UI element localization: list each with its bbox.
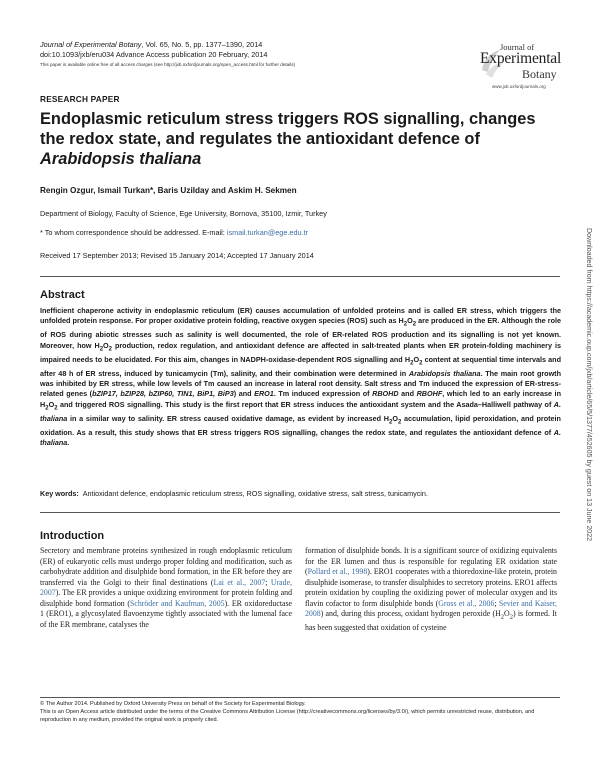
abstract-text: O: [103, 340, 109, 350]
citation-link[interactable]: Gross et al., 2006: [438, 598, 495, 608]
abstract-italic: RBOHF: [416, 389, 443, 399]
download-watermark: [584, 228, 594, 558]
body-text: formation of disulphide bonds. It is a significant source of oxidizing equivalents for the ER lumen and thus is responsible for regulating ER oxidation state (: [305, 546, 557, 577]
body-text: ;: [494, 598, 499, 608]
body-text: ). ER oxidoreductase 1 (ERO1), a glycosylated flavoenzyme tightly associated with the lumenal face of the ER membrane, catalyses the: [40, 598, 293, 629]
citation-details: , Vol. 65, No. 5, pp. 1377–1390, 2014: [141, 40, 263, 49]
correspondence-email-link[interactable]: ismail.turkan@ege.edu.tr: [226, 228, 309, 237]
body-text: ) and, during this process, oxidant hydrogen peroxide (H: [320, 609, 501, 619]
logo-botany: Botany: [522, 67, 557, 81]
abstract-italic: A. thaliana: [40, 427, 561, 448]
abstract-text: Inefficient chaperone activity in endoplasmic reticulum (ER) causes accumulation of unfolded proteins and is called ER stress, which triggers the unfolded protein response. For proper oxidative protein folding, reactive oxygen species (ROS) such as H: [40, 306, 561, 326]
abstract-text: are produced in the ER. Although the role of ROS during abiotic stresses such as salinity is well documented, the role of ER-related ROS production and its signalling is not yet known. Moreover, how H: [40, 316, 561, 350]
article-title: [40, 109, 560, 169]
abstract-text: production, redox regulation, and antioxidant defence are affected in salt-treated plants when ER protein-folding machinery is impaired needs to be elucidated. For this aim, changes in NADPH-oxidase-dependent ROS signalling and H: [40, 340, 561, 364]
subscript: 2: [388, 419, 393, 426]
body-text: ). The ER provides a unique oxidizing environment for protein folding and disulphide bond formation (: [40, 588, 292, 608]
keywords-text: Antioxidant defence, endoplasmic reticulum stress, ROS signalling, oxidative stress, salt stress, tunicamycin.: [82, 489, 428, 498]
body-text: ;: [265, 577, 271, 587]
abstract-text: O: [48, 399, 55, 409]
abstract-heading: Abstract: [40, 289, 85, 301]
abstract-text: .: [67, 438, 70, 448]
abstract-text: and: [398, 389, 417, 399]
introduction-heading: Introduction: [40, 530, 105, 542]
affiliation: Department of Biology, Faculty of Science, Ege University, Bornova, 35100, Izmir, Turkey: [40, 209, 327, 218]
keywords: [40, 489, 561, 499]
subscript: 2: [54, 405, 58, 412]
copyright-line: © The Author 2014. Published by Oxford University Press on behalf of the Society for Experimental Biology.: [40, 701, 306, 707]
logo-experimental: Experimental: [480, 50, 562, 67]
footer-divider: [40, 697, 560, 698]
abstract-text: content at sequential time intervals and after 48 h of ER stress, induced by tunicamycin (Tm), salinity, and their combination were determined in: [40, 354, 561, 378]
body-text: ) is formed. It has been suggested that oxidation of cysteine: [305, 609, 557, 633]
abstract-text: in a similar way to salinity. ER stress caused oxidative damage, as evident by increased H: [67, 413, 389, 423]
subscript: 2: [397, 419, 402, 426]
subscript: 2: [410, 360, 414, 367]
abstract-text: and triggered ROS signalling. This study is the first report that ER stress induces the antioxidant system and the Asada–Halliwell pathway of: [57, 399, 554, 409]
abstract-italic: Arabidopsis thaliana: [408, 368, 481, 378]
body-text: O: [504, 609, 510, 619]
correspondence-text: * To whom correspondence should be addressed. E-mail:: [40, 228, 227, 237]
subscript: 2: [108, 346, 112, 353]
abstract-text: . Tm induced expression of: [273, 389, 373, 399]
doi-line: doi:10.1093/jxb/eru034 Advance Access publication 20 February, 2014: [40, 50, 268, 59]
license-line: This is an Open Access article distributed under the terms of the Creative Commons Attribution License (http://creativecommons.org/licenses/by/3.0/), which permits unrestricted reuse, distribution, and reproduction in any medium, provided the original work is properly cited.: [40, 709, 535, 723]
abstract-top-divider: [40, 276, 560, 277]
journal-citation: [40, 40, 262, 50]
logo-journal-of: Journal of: [500, 42, 535, 52]
abstract-text: accumulation, lipid peroxidation, and protein oxidation. As a result, this study shows that ER stress triggers ROS signalling, changes the redox state, and regulates the antioxidant defence of: [40, 413, 561, 437]
title-species: Arabidopsis thaliana: [40, 150, 202, 168]
abstract-text: , which led to an early increase in H: [40, 389, 561, 409]
citation-link[interactable]: Lai et al., 2007: [213, 577, 266, 587]
body-text: Secretory and membrane proteins synthesized in rough endoplasmic reticulum (ER) of eukaryotic cells must undergo proper folding and modification, such as carbohydrate addition and disulphide bond formation, in the ER before they are transferred via the Golgi to their final destinations (: [40, 546, 292, 587]
citation-link[interactable]: Sevier and Kaiser, 2008: [305, 598, 558, 619]
subscript: 2: [99, 346, 104, 353]
title-main: Endoplasmic reticulum stress triggers ROS signalling, changes the redox state, and regulates the antioxidant defence of: [40, 110, 536, 148]
article-type: RESEARCH PAPER: [40, 94, 120, 104]
abstract-text: O: [413, 354, 420, 364]
subscript: 2: [45, 405, 49, 412]
abstract-text: O: [392, 413, 398, 423]
abstract-italic: RBOHD: [372, 389, 399, 399]
open-access-note: This paper is available online free of all access charges (see http://jxb.oxfordjournals.org/open_access.html for further details): [40, 62, 296, 67]
citation-link[interactable]: Pollard et al., 1998: [307, 567, 368, 577]
logo-url: www.jxb.oxfordjournals.org: [492, 84, 546, 89]
journal-logo: [478, 40, 562, 96]
abstract-italic: ERO1: [254, 389, 274, 399]
article-dates: Received 17 September 2013; Revised 15 January 2014; Accepted 17 January 2014: [40, 251, 314, 260]
subscript: 2: [500, 613, 505, 621]
abstract-italic: bZIP17, bZIP28, bZIP60, TIN1, BiP1, BiP3: [92, 389, 234, 399]
abstract-body: [40, 306, 561, 449]
intro-top-divider: [40, 512, 560, 513]
author-list: Rengin Ozgur, Ismail Turkan*, Baris Uzilday and Askim H. Sekmen: [40, 186, 297, 195]
download-watermark-text: Downloaded from https://academic.oup.com/jxb/article/65/5/1377/452605 by guest on 13 June 2022: [585, 228, 593, 542]
intro-column-left: [40, 546, 292, 630]
body-text: ). ERO1 cooperates with a thioredoxine-like protein, protein disulphide isomerase, to transfer disulphides to secretory proteins. ERO1 affects protein oxidation by coupling the oxidizing power of molecular oxygen and its flavin cofactor to form disulphide bonds (: [305, 567, 557, 608]
subscript: 2: [412, 321, 417, 328]
citation-link[interactable]: Schröder and Kaufman, 2005: [130, 598, 225, 608]
correspondence-note: [40, 228, 308, 237]
copyright-footer: [40, 700, 560, 724]
subscript: 2: [403, 321, 408, 328]
abstract-italic: A. thaliana: [40, 399, 561, 423]
abstract-text: O: [407, 316, 413, 326]
citation-link[interactable]: Urade, 2007: [40, 577, 293, 598]
subscript: 2: [419, 360, 423, 367]
journal-name: Journal of Experimental Botany: [40, 40, 142, 49]
abstract-text: . The main root growth was inhibited by ER stress, while low levels of Tm caused an increase in lateral root density. Salt stress and Tm induced the expression of ER-stress-related genes (: [40, 368, 562, 399]
intro-column-right: [305, 546, 557, 634]
subscript: 2: [509, 613, 513, 621]
keywords-label: Key words:: [40, 489, 79, 498]
abstract-text: ) and: [233, 389, 255, 399]
